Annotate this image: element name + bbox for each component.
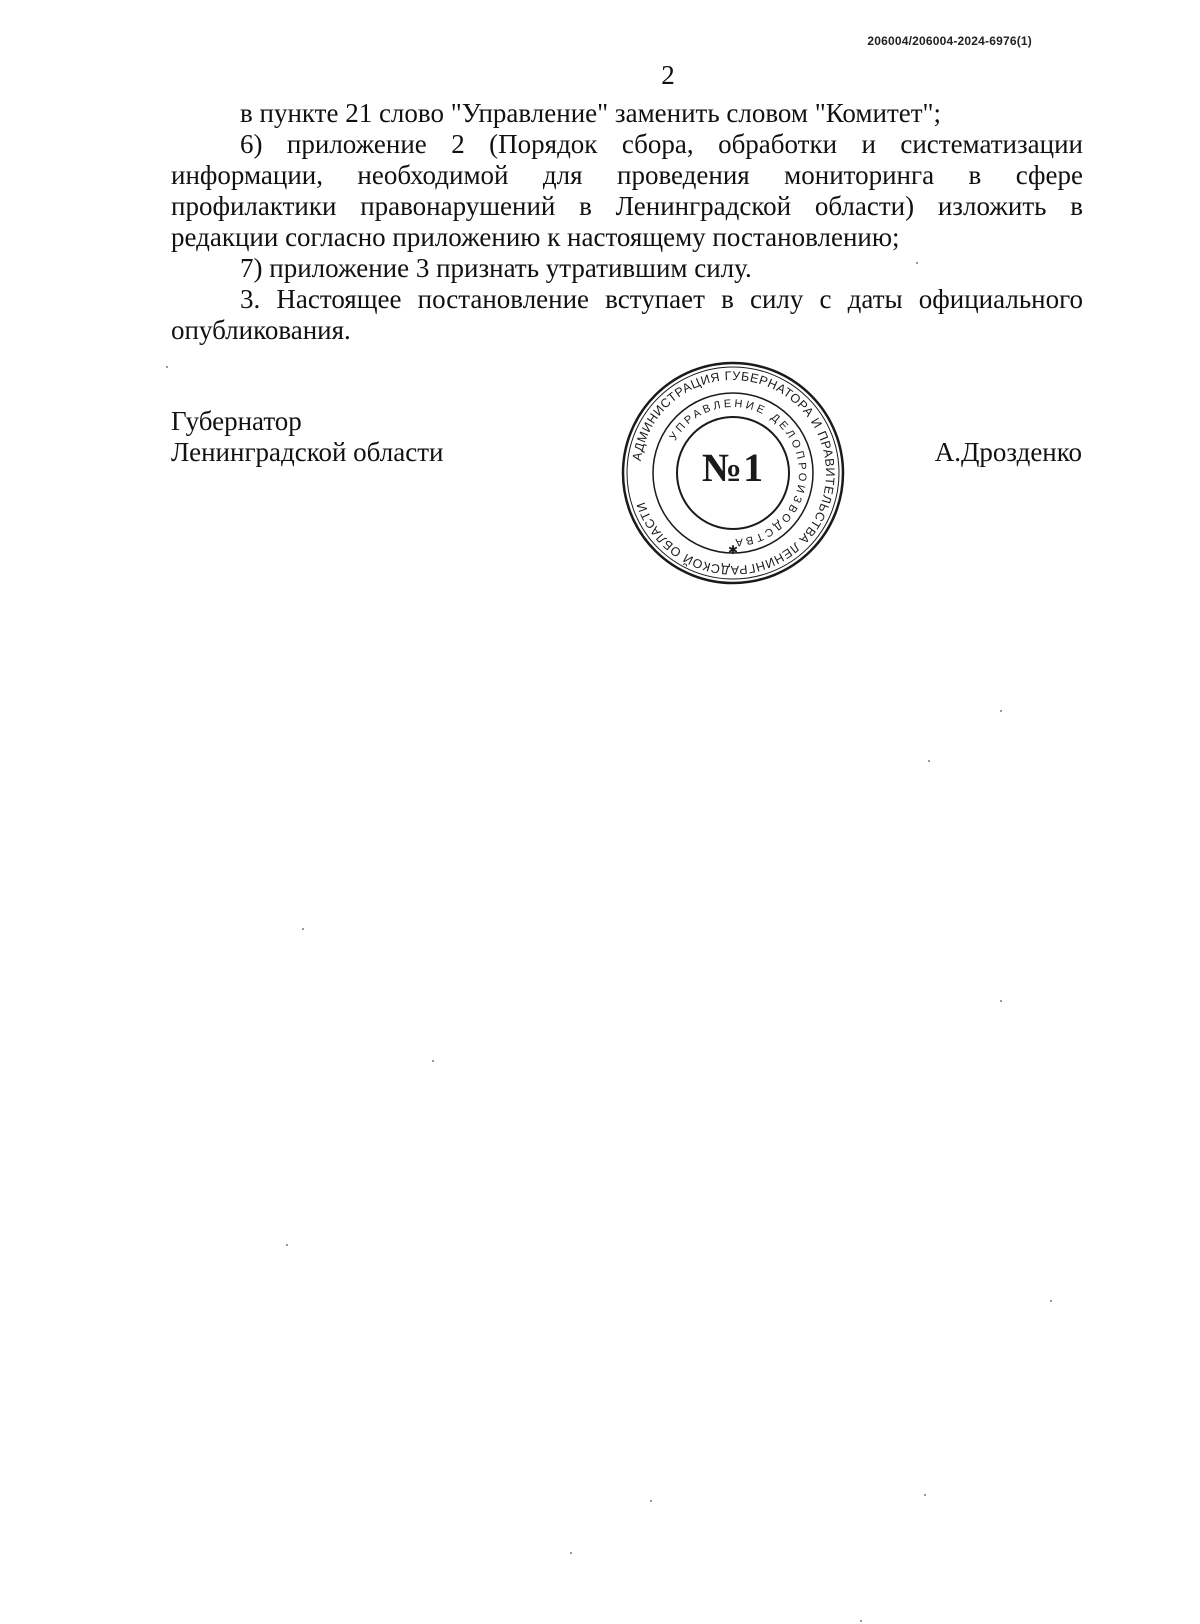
signer-title [171,406,443,468]
scan-speck [928,760,930,762]
scan-speck [166,366,168,368]
scan-speck [286,1244,288,1246]
paragraph-appendix-2: 6) приложение 2 (Порядок сбора, обработки и систематизации информации, необходимой для проведения мониторинга в сфере профилактики правонарушений в Ленинградской области) изложить в редакции согласно приложению к настоящему постановлению; [171,129,1083,252]
document-id: 206004/206004-2024-6976(1) [867,34,1032,48]
paragraph-effective-date: 3. Настоящее постановление вступает в силу с даты официального опубликования. [171,284,1083,345]
stamp-outer-text: АДМИНИСТРАЦИЯ ГУБЕРНАТОРА И ПРАВИТЕЛЬСТВА ЛЕНИНГРАДСКОЙ ОБЛАСТИ [629,368,838,578]
scan-speck [860,1620,862,1622]
official-stamp [618,358,848,588]
scan-speck [1000,710,1002,712]
scan-speck [916,262,918,264]
scan-speck [1050,1300,1052,1302]
signer-name: А.Дрозденко [934,437,1082,467]
scan-speck [924,1494,926,1496]
stamp-star-icon: ✱ [727,543,739,557]
stamp-number: №1 [701,445,765,490]
scan-speck [650,1500,652,1502]
signer-title-line1: Губернатор [171,406,302,436]
document-body [171,98,1083,346]
page-number: 2 [661,60,675,90]
paragraph-appendix-3: 7) приложение 3 признать утратившим силу. [240,253,752,283]
scan-speck [1000,1000,1002,1002]
signer-title-line2: Ленинградской области [171,437,444,467]
scan-speck [302,928,304,930]
scan-speck [570,1552,572,1554]
stamp-inner-text: УПРАВЛЕНИЕ ДЕЛОПРОИЗВОДСТВА [667,397,809,549]
scan-speck [432,1060,434,1062]
paragraph-item-21: в пункте 21 слово "Управление" заменить словом "Комитет"; [240,98,942,128]
